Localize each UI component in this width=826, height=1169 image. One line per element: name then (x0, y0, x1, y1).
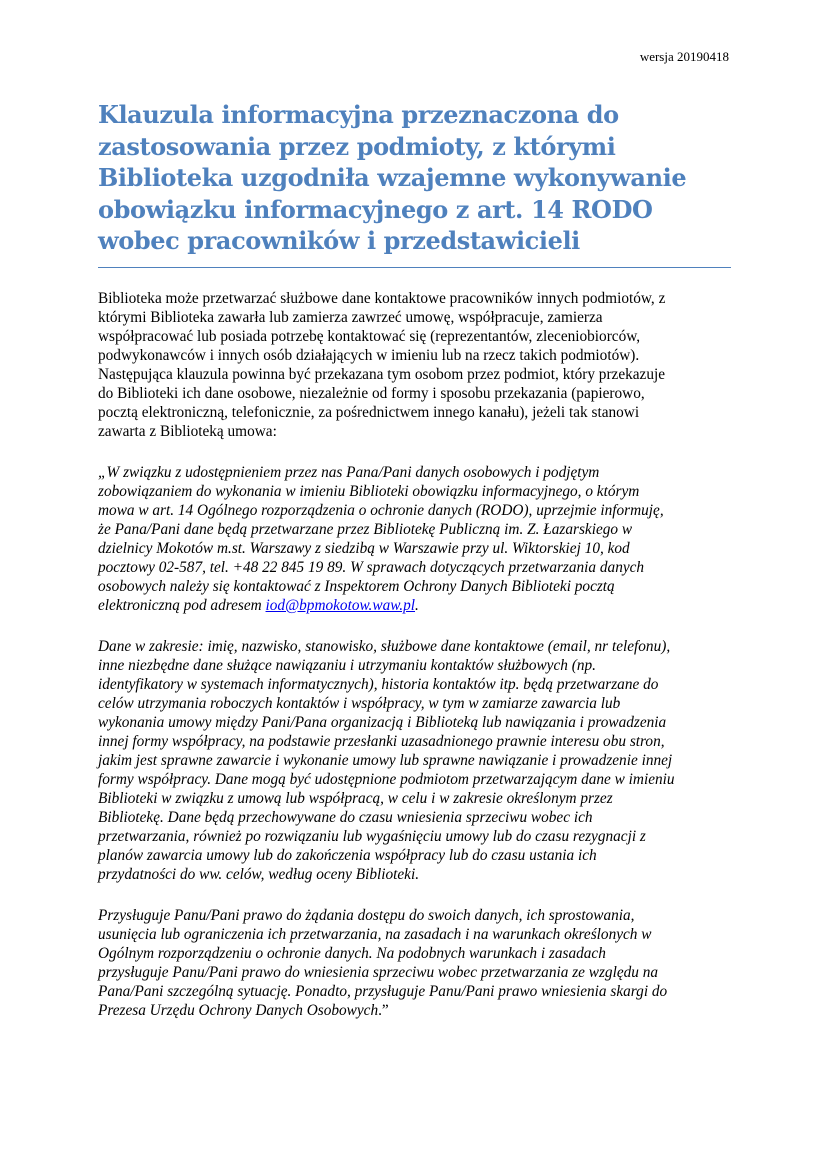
text-line: przetwarzania, również po rozwiązaniu lub wygaśnięciu umowy lub do czasu rezygnacji z (98, 828, 646, 845)
text-line: współpracować lub posiada potrzebę kontaktować się (reprezentantów, zleceniobiorców, (98, 328, 641, 345)
text-line: Przysługuje Panu/Pani prawo do żądania dostępu do swoich danych, ich sprostowania, (98, 907, 635, 924)
text-line (98, 596, 738, 615)
text-line: Bibliotekę. Dane będą przechowywane do czasu wniesienia sprzeciwu wobec ich (98, 809, 593, 826)
text-line: identyfikatory w systemach informatycznych), historia kontaktów itp. będą przetwarzane do (98, 676, 659, 693)
text-line: jakim jest sprawne zawarcie i wykonanie umowy lub sprawne nawiązanie i prowadzenie innej (98, 752, 673, 769)
text-line: planów zawarcia umowy lub do zakończenia współpracy lub do czasu ustania ich (98, 847, 597, 864)
text-line: osobowych należy się kontaktować z Inspektorem Ochrony Danych Biblioteki pocztą (98, 578, 615, 595)
text-line: przydatności do ww. celów, według oceny Biblioteki. (98, 866, 420, 883)
text-line: Ogólnym rozporządzeniu o ochronie danych. Na podobnych warunkach i zasadach (98, 945, 606, 962)
text-line: do Biblioteki ich dane osobowe, niezależnie od formy i sposobu przekazania (papierowo, (98, 385, 645, 402)
text-line: zawarta z Biblioteką umowa: (98, 423, 277, 440)
text-line: innej formy współpracy, na podstawie przesłanki uzasadnionego prawnie interesu obu stron, (98, 733, 665, 750)
text-line: zobowiązaniem do wykonania w imieniu Biblioteki obowiązku informacyjnego, o którym (98, 483, 640, 500)
title-line: obowiązku informacyjnego z art. 14 RODO (98, 194, 653, 224)
text-line: celów utrzymania roboczych kontaktów i współpracy, w tym w zamiarze zawarcia lub (98, 695, 621, 712)
text-line: Dane w zakresie: imię, nazwisko, stanowisko, służbowe dane kontaktowe (email, nr telefonu), (98, 638, 671, 655)
text-line (98, 1001, 738, 1020)
title-line: Biblioteka uzgodniła wzajemne wykonywanie (98, 163, 687, 192)
text-line: wykonania umowy między Pani/Pana organizacją i Biblioteką lub nawiązania i prowadzenia (98, 714, 667, 731)
clause-data-scope-paragraph (98, 637, 738, 884)
document-body (98, 289, 738, 1042)
document-title (98, 99, 738, 257)
email-trail-text: . (415, 597, 419, 614)
title-line: wobec pracowników i przedstawicieli (98, 226, 580, 255)
text-line: pocztą elektroniczną, telefonicznie, za pośrednictwem innego kanału), jeżeli tak stanowi (98, 404, 640, 421)
text-line: Pana/Pani szczególną sytuację. Ponadto, przysługuje Panu/Pani prawo wniesienia skargi do (98, 983, 668, 1000)
clause-controller-paragraph (98, 463, 738, 615)
text-line: pocztowy 02-587, tel. +48 22 845 19 89. W sprawach dotyczących przetwarzania danych (98, 559, 645, 576)
text-line: że Pana/Pani dane będą przetwarzane przez Bibliotekę Publiczną im. Z. Łazarskiego w (98, 521, 633, 538)
iod-email-link[interactable]: iod@bpmokotow.waw.pl (265, 597, 416, 614)
text-line: Następująca klauzula powinna być przekazana tym osobom przez podmiot, który przekazuje (98, 366, 666, 383)
text-line: którymi Biblioteka zawarła lub zamierza zawrzeć umowę, współpracuje, zamierza (98, 309, 603, 326)
closing-quote: .” (378, 1002, 389, 1019)
text-line: mowa w art. 14 Ogólnego rozporządzenia o ochronie danych (RODO), uprzejmie informuję, (98, 502, 664, 519)
text-line: podwykonawców i innych osób działających w imieniu lub na rzecz takich podmiotów). (98, 347, 640, 364)
title-line: zastosowania przez podmioty, z którymi (98, 131, 616, 161)
text-line: „W związku z udostępnieniem przez nas Pana/Pani danych osobowych i podjętym (98, 464, 600, 481)
text-line: dzielnicy Mokotów m.st. Warszawy z siedzibą w Warszawie przy ul. Wiktorskiej 10, kod (98, 540, 630, 557)
clause-rights-paragraph (98, 906, 738, 1020)
title-underline-rule (98, 267, 731, 268)
text-line: przysługuje Panu/Pani prawo do wniesienia sprzeciwu wobec przetwarzania ze względu na (98, 964, 659, 981)
text-line: inne niezbędne dane służące nawiązaniu i utrzymaniu kontaktów służbowych (np. (98, 657, 596, 674)
rights-closing-text: Prezesa Urzędu Ochrony Danych Osobowych (98, 1002, 379, 1019)
version-label: wersja 20190418 (639, 49, 729, 64)
title-line: Klauzula informacyjna przeznaczona do (98, 100, 619, 129)
text-line: Biblioteki w związku z umową lub współpracą, w celu i w zakresie określonym przez (98, 790, 613, 807)
text-line: Biblioteka może przetwarzać służbowe dane kontaktowe pracowników innych podmiotów, z (98, 290, 666, 307)
text-line: usunięcia lub ograniczenia ich przetwarzania, na zasadach i na warunkach określonych w (98, 926, 652, 943)
intro-paragraph (98, 289, 738, 441)
email-lead-text: elektroniczną pod adresem (98, 597, 266, 614)
text-line: formy współpracy. Dane mogą być udostępnione podmiotom przetwarzającym dane w imieniu (98, 771, 675, 788)
